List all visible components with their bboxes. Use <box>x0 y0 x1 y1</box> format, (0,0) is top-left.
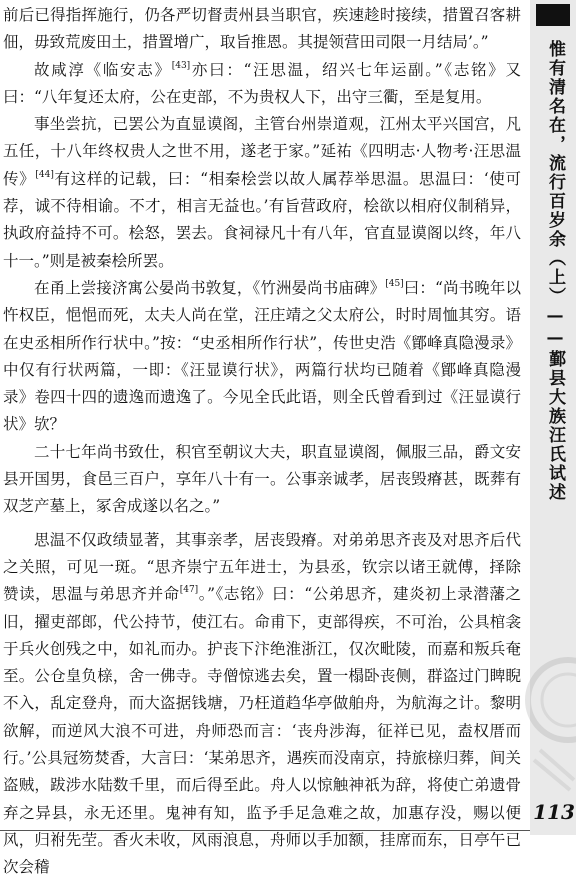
paragraph <box>3 111 521 275</box>
paragraph-text: 前后已得指挥施行，仍各严切督责州县当职官，疾速趁时接续，措置召客耕佃，毋致荒废田土，措置增广，取旨推恩。其提领营田司限一月结局’。” <box>3 6 521 52</box>
paragraph <box>3 2 521 57</box>
paragraph-text: 故咸淳《临安志》 <box>34 60 172 79</box>
paragraph <box>3 439 521 521</box>
side-panel <box>530 0 576 835</box>
paragraph-text: 亦曰：“汪思温，绍兴七年运副。”《志铭》又曰：“八年复还太府，公在吏部，不为贵权人下，出守三衢，至是复用。 <box>3 60 521 106</box>
paragraph-text: 思温不仅政绩显著，其事亲孝，居丧毁瘠。对弟弟思齐丧及对思齐后代之关照，可见一斑。“思齐崇宁五年进士，为县丞，钦宗以诸王就傅，择除赞读，思温与弟思齐并命 <box>3 530 521 604</box>
footnote-ref: [47] <box>179 585 199 596</box>
paragraph <box>3 57 521 112</box>
paragraph-text: 有这样的记载，曰：“相秦桧尝以故人属荐举思温。思温曰：‘使可荐，诚不待相谕。不才，相言无益也。’有旨营政府，桧欲以相府仪制稍异，执政府益持不可。桧怒，罢去。食祠禄凡十有八年，官直显谟阁以终，年八十一。”则是被秦桧所罢。 <box>3 169 521 270</box>
text-body <box>3 2 521 877</box>
side-marker-block <box>536 4 570 26</box>
footnote-ref: [44] <box>35 169 54 180</box>
paragraph <box>3 275 521 439</box>
bottom-rule <box>0 830 530 831</box>
paragraph-text: 事坐尝抗，已罢公为直显谟阁，主管台州崇道观，江州太平兴国宫，凡五任，十八年终权贵人之世不用，遂老于家。”延祐《四明志·人物考·汪思温传》 <box>3 115 521 188</box>
running-chapter-title: 惟有清名在，流行百岁余（上）——鄞县大族汪氏试述 <box>545 40 565 502</box>
paragraph-text: 二十七年尚书致仕，积官至朝议大夫，职直显谟阁，佩服三品，爵文安县开国男，食邑三百户，享年八十有一。公事亲诚孝，居丧毁瘠甚，既葬有双芝产墓上，冢舍成遂以名之。” <box>3 442 521 516</box>
page-number: 113 <box>533 800 575 824</box>
footnote-ref: [45] <box>385 278 404 289</box>
watermark-seal-icon <box>530 640 576 800</box>
paragraph-text: 曰：“尚书晚年以忤权臣，悒悒而死，太夫人尚在堂，汪庄靖之父太府公，时时周恤其穷。语在史丞相所作行状中。”按：“史丞相所作行状”，传世史浩《鄮峰真隐漫录》中仅有行状两篇，一即：《汪显谟行状》，两篇行状均已随着《鄮峰真隐漫录》卷四十四的遗逸而遗逸了。今见全氏此语，则全氏曾看到过《汪显谟行状》欤？ <box>3 278 521 434</box>
footnote-ref: [43] <box>171 60 191 71</box>
paragraph-text: 。”《志铭》曰：“公弟思齐，建炎初上录潜藩之旧，擢吏部郎，代公持节，使江右。命甫下，吏部得疾，不可治，公具棺衾于兵火创残之中，如礼而办。护丧下汴绝淮浙江，仅次毗陵，而嘉和叛兵奄至。公仓皇负榇，舍一佛寺。寺僧惊逃去矣，置一榻卧丧侧，群盗过门睥睨不入，乱定登舟，而大盗据钱塘，乃枉道趋华亭做舶舟，为航海之计。黎明欲解，而逆风大浪不可进，舟师恐而言：‘丧舟涉海，征祥已见，盍权厝而行。’公具冠笏焚香，大言曰：‘某弟思齐，遇疾而没南京，持旅榇归葬，间关盗贼，跋涉水陆数千里，而后得至此。舟人以惊触神祇为辞，将使亡弟遗骨弃之异县，永无还里。鬼神有知，监予手足急难之故，加惠存没，赐以便风，归祔先茔。香火未收，风雨浪息，舟师以手加额，挂席而东，日亭午已次会稽 <box>3 585 521 877</box>
paragraph <box>3 527 521 882</box>
paragraph-text: 在甬上尝接济寓公晏尚书敦复，《竹洲晏尚书庙碑》 <box>34 278 386 297</box>
